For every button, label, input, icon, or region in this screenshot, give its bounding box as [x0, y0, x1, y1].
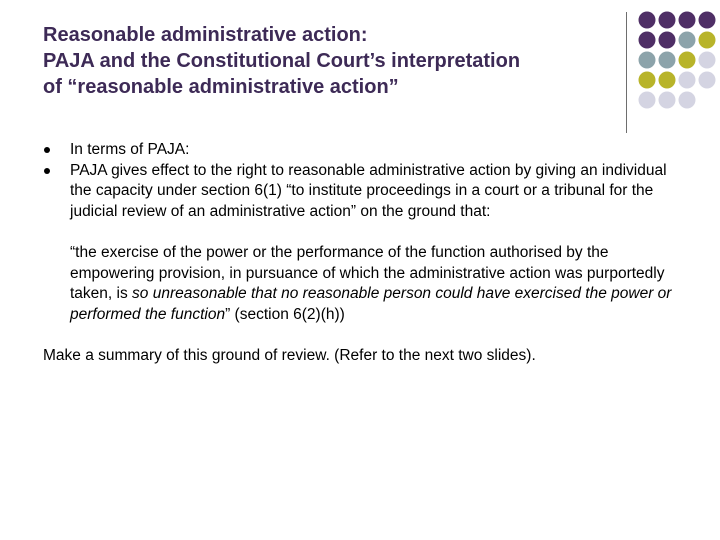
bullet-item [43, 140, 683, 161]
title-line-2: PAJA and the Constitutional Court’s interpretation [43, 50, 521, 72]
decorative-dot [639, 52, 656, 69]
decorative-dot [679, 92, 696, 109]
decorative-dot-grid [636, 9, 720, 149]
decorative-dot [699, 72, 716, 89]
decorative-dot [639, 92, 656, 109]
decorative-divider-line [626, 12, 627, 133]
decorative-dot [679, 72, 696, 89]
bullet-icon [44, 168, 50, 174]
decorative-dot [699, 52, 716, 69]
bullet-item [43, 161, 683, 223]
decorative-dot [679, 12, 696, 29]
decorative-dot [679, 32, 696, 49]
bullet-text: PAJA gives effect to the right to reasonable administrative action by giving an individual the capacity under section 6(1) “to institute proceedings in a court or a tribunal for the judicial review of an administrative action” on the ground that: [70, 161, 667, 220]
decorative-dot [659, 12, 676, 29]
summary-instruction: Make a summary of this ground of review. (Refer to the next two slides). [43, 347, 536, 364]
decorative-dot [659, 92, 676, 109]
decorative-dot [659, 52, 676, 69]
bullet-text: In terms of PAJA: [70, 141, 190, 158]
decorative-dot [699, 32, 716, 49]
slide-body [43, 140, 683, 367]
quote-emphasis: so unreasonable that no reasonable person could have exercised the power or performed the function [70, 285, 672, 323]
quoted-provision [43, 243, 678, 325]
quote-text: “the exercise of the power or the performance of the function authorised by the empowering provision, in pursuance of which the administrative action was purportedly taken, is [70, 244, 665, 302]
decorative-dot [639, 32, 656, 49]
bullet-icon [44, 147, 50, 153]
decorative-dot [699, 12, 716, 29]
decorative-dot [639, 12, 656, 29]
decorative-dot [639, 72, 656, 89]
quote-citation: ” (section 6(2)(h)) [225, 305, 345, 323]
title-line-3: of “reasonable administrative action” [43, 76, 399, 98]
decorative-dot [659, 32, 676, 49]
decorative-dot [659, 72, 676, 89]
decorative-dot [679, 52, 696, 69]
title-line-1: Reasonable administrative action: [43, 24, 368, 46]
slide-title [43, 22, 623, 100]
